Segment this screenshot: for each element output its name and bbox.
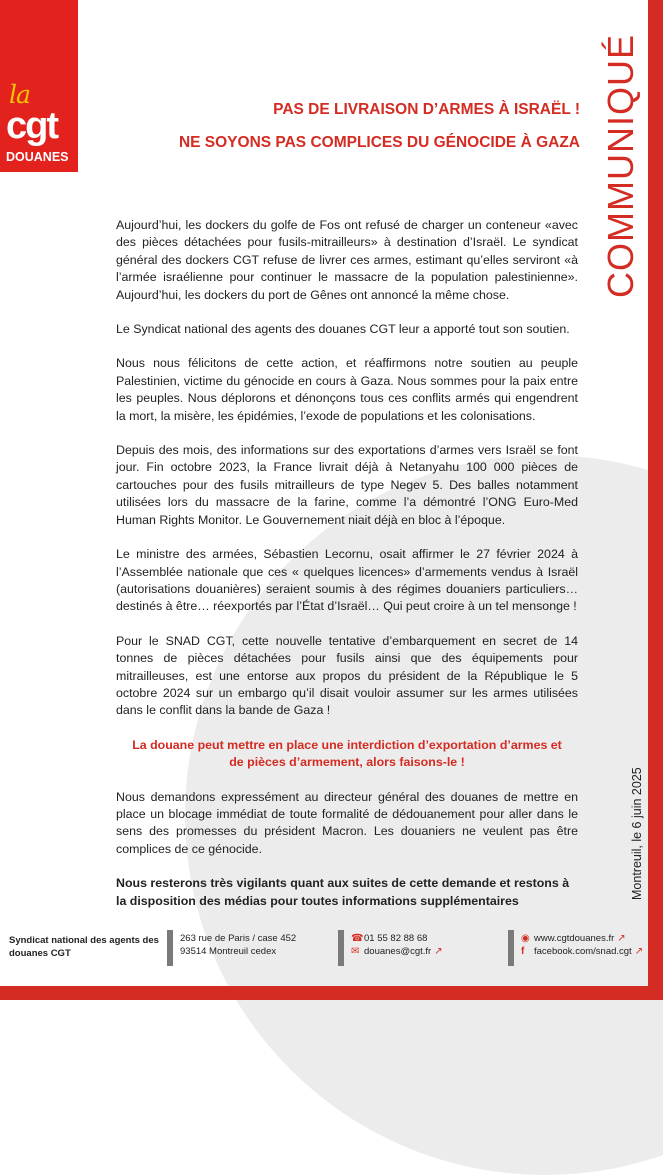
email-link[interactable]: douanes@cgt.fr <box>364 946 432 957</box>
footer-address <box>180 932 296 958</box>
external-link-icon: ↗ <box>634 946 644 957</box>
footer-divider <box>508 930 514 966</box>
org-line-1: Syndicat national des agents des <box>9 935 159 946</box>
mail-icon: ✉ <box>351 946 360 957</box>
paragraph-1: Aujourd’hui, les dockers du golfe de Fos ont refusé de charger un conteneur «avec des pièces détachées pour fusils-mitrailleurs» à destination d’Israël. Le syndicat général des dockers CGT refuse de livrer ces armes, estimant qu’elles serviront «à l’armée israélienne pour continuer le massacre de la population palestinienne». Aujourd’hui, les dockers du port de Gênes ont annoncé la même chose. <box>116 218 578 302</box>
footer-contact <box>351 932 447 958</box>
date-text: Montreuil, le 6 juin 2025 <box>630 767 644 900</box>
globe-icon: ◉ <box>521 933 530 944</box>
footer-organization <box>9 934 159 960</box>
footer <box>0 924 648 984</box>
bottom-accent-band <box>0 986 663 1000</box>
paragraph-6: Pour le SNAD CGT, cette nouvelle tentative d’embarquement en secret de 14 tonnes de pièces détachées pour fusils ainsi que des équipements pour mitrailleuses, est une entorse aux propos du président de la République le 5 octobre 2024 sur un embargo qu’il disait vouloir assumer sur les armes utilisées dans le conflit dans la bande de Gaza ! <box>116 633 578 718</box>
closing-statement: Nous resterons très vigilants quant aux suites de cette demande et restons à la disposition des médias pour toutes informations supplémentaires <box>116 876 570 908</box>
headline-line-1: PAS DE LIVRAISON D’ARMES À ISRAËL ! <box>273 101 580 118</box>
callout-statement: La douane peut mettre en place une interdiction d’exportation d’armes et de pièces d’armement, alors faisons-le ! <box>132 737 562 770</box>
communique-label <box>600 34 642 598</box>
external-link-icon: ↗ <box>434 946 443 957</box>
paragraph-5: Le ministre des armées, Sébastien Lecornu, osait affirmer le 27 février 2024 à l’Assemblée nationale que ces « quelques licences» d’armements vendus à Israël (autorisations douanières) seraient soumis à des régimes douaniers particuliers… destinés à être… réexportés par l’État d’Israël… Qui peut croire à un tel mensonge ! <box>116 547 578 614</box>
logo-douanes: DOUANES <box>6 150 69 164</box>
paragraph-2: Le Syndicat national des agents des douanes CGT leur a apporté tout son soutien. <box>116 322 570 337</box>
paragraph-4: Depuis des mois, des informations sur des exportations d’armes vers Israël se font jour. Fin octobre 2023, la France livrait déjà à Netanyahu 100 000 pièces de cartouches pour des fusils mitrailleurs de type Negev 5. Des balles notamment utilisées lors du massacre de la farine, comme l’a démontré l’ONG Euro-Med Human Rights Monitor. Le Gouvernement niait déjà en bloc à l’époque. <box>116 443 578 527</box>
logo-cgt: cgt <box>6 105 57 147</box>
website-link[interactable]: www.cgtdouanes.fr <box>534 933 615 944</box>
facebook-icon: f <box>521 946 525 957</box>
org-line-2: douanes CGT <box>9 948 71 959</box>
phone-number[interactable]: 01 55 82 88 68 <box>364 933 428 944</box>
headline-line-2: NE SOYONS PAS COMPLICES DU GÉNOCIDE À GAZA <box>178 134 580 151</box>
paragraph-3: Nous nous félicitons de cette action, et réaffirmons notre soutien au peuple Palestinien, victime du génocide en cours à Gaza. Nous sommes pour la paix entre les peuples. Nous déplorons et dénonçons tous ces conflits armés qui engendrent la mort, la misère, les épidémies, l’exode de populations et les colonisations. <box>116 356 578 423</box>
footer-divider <box>167 930 173 966</box>
footer-web <box>521 932 648 958</box>
cgt-douanes-logo <box>0 0 78 172</box>
footer-divider <box>338 930 344 966</box>
external-link-icon: ↗ <box>617 933 626 944</box>
headline <box>100 93 580 159</box>
address-line-2: 93514 Montreuil cedex <box>180 946 277 957</box>
logo-la: la <box>9 80 30 109</box>
press-release-body <box>116 217 578 927</box>
paragraph-7: Nous demandons expressément au directeur général des douanes de mettre en place un blocage immédiat de toute formalité de dédouanement pour aller dans le sens des promesses du président Macron. Les douaniers ne veulent pas être complices de ce génocide. <box>116 789 578 856</box>
phone-icon: ☎ <box>351 933 364 944</box>
address-line-1: 263 rue de Paris / case 452 <box>180 933 297 944</box>
right-accent-bar <box>648 0 663 1000</box>
facebook-link[interactable]: facebook.com/snad.cgt <box>534 946 632 957</box>
communique-text: COMMUNIQUÉ <box>600 34 641 298</box>
